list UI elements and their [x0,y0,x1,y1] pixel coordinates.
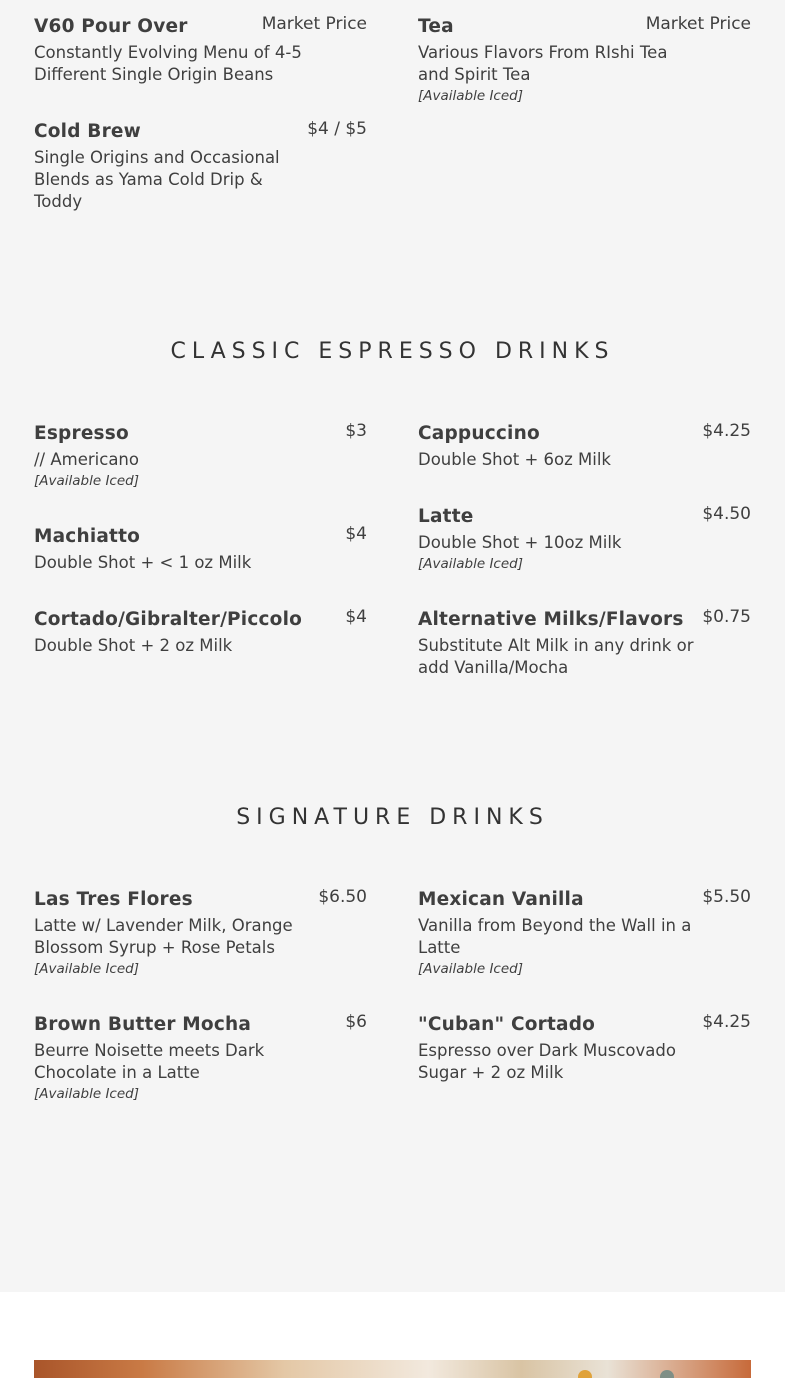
item-price: $4.50 [702,504,751,524]
item-desc-text: Latte w/ Lavender Milk, Orange Blossom Syrup + Rose Petals [34,916,293,957]
item-desc-text: Beurre Noisette meets Dark Chocolate in a Latte [34,1041,265,1082]
item-name: Alternative Milks/Flavors [418,609,684,630]
item-name: Mexican Vanilla [418,889,584,910]
item-description [34,449,316,491]
item-desc-text: Double Shot + 6oz Milk [418,450,611,469]
item-description [34,147,316,213]
item-price: $0.75 [702,607,751,627]
item-price: $6.50 [318,887,367,907]
item-price: Market Price [261,14,367,34]
available-iced-note: [Available Iced] [418,556,524,572]
item-desc-text: Vanilla from Beyond the Wall in a Latte [418,916,692,957]
item-name: Machiatto [34,526,141,547]
item-name: V60 Pour Over [34,16,188,37]
item-description [418,915,713,979]
item-price: $4 [345,524,367,544]
item-desc-text: Substitute Alt Milk in any drink or add Vanilla/Mocha [418,636,694,677]
item-name: Las Tres Flores [34,889,193,910]
item-name: "Cuban" Cortado [418,1014,596,1035]
item-name: Espresso [34,423,129,444]
item-name: Cappuccino [418,423,540,444]
item-desc-text: Various Flavors From RIshi Tea and Spirit Tea [418,43,668,84]
item-price: $6 [345,1012,367,1032]
section-title-signature: SIGNATURE DRINKS [236,805,549,830]
available-iced-note: [Available Iced] [34,961,140,977]
section-title-espresso: CLASSIC ESPRESSO DRINKS [170,339,615,364]
item-description [34,635,316,657]
item-name: Tea [418,16,454,37]
item-price: $4 [345,607,367,627]
item-price: $3 [345,421,367,441]
coffee-photo [34,1360,751,1378]
item-description [418,449,700,471]
item-desc-text: Espresso over Dark Muscovado Sugar + 2 oz Milk [418,1041,676,1082]
photo-detail [578,1370,592,1378]
available-iced-note: [Available Iced] [418,88,524,104]
item-name: Latte [418,506,474,527]
item-name: Cold Brew [34,121,141,142]
item-desc-text: Double Shot + < 1 oz Milk [34,553,252,572]
item-description [418,532,700,574]
available-iced-note: [Available Iced] [34,473,140,489]
item-description [418,42,700,106]
available-iced-note: [Available Iced] [34,1086,140,1102]
item-desc-text: Constantly Evolving Menu of 4-5 Different Single Origin Beans [34,43,302,84]
item-description [34,1040,294,1104]
item-desc-text: // Americano [34,450,139,469]
item-price: $4.25 [702,421,751,441]
available-iced-note: [Available Iced] [418,961,524,977]
photo-detail [660,1370,674,1378]
item-price: $4.25 [702,1012,751,1032]
item-price: $4 / $5 [307,119,367,139]
item-name: Cortado/Gibralter/Piccolo [34,609,303,630]
item-price: Market Price [645,14,751,34]
item-description [34,42,316,86]
item-desc-text: Single Origins and Occasional Blends as Yama Cold Drip & Toddy [34,148,280,211]
item-name: Brown Butter Mocha [34,1014,252,1035]
item-description [34,915,324,979]
item-description [418,1040,698,1084]
item-description [418,635,718,679]
item-price: $5.50 [702,887,751,907]
item-description [34,552,316,574]
item-desc-text: Double Shot + 10oz Milk [418,533,622,552]
item-desc-text: Double Shot + 2 oz Milk [34,636,233,655]
